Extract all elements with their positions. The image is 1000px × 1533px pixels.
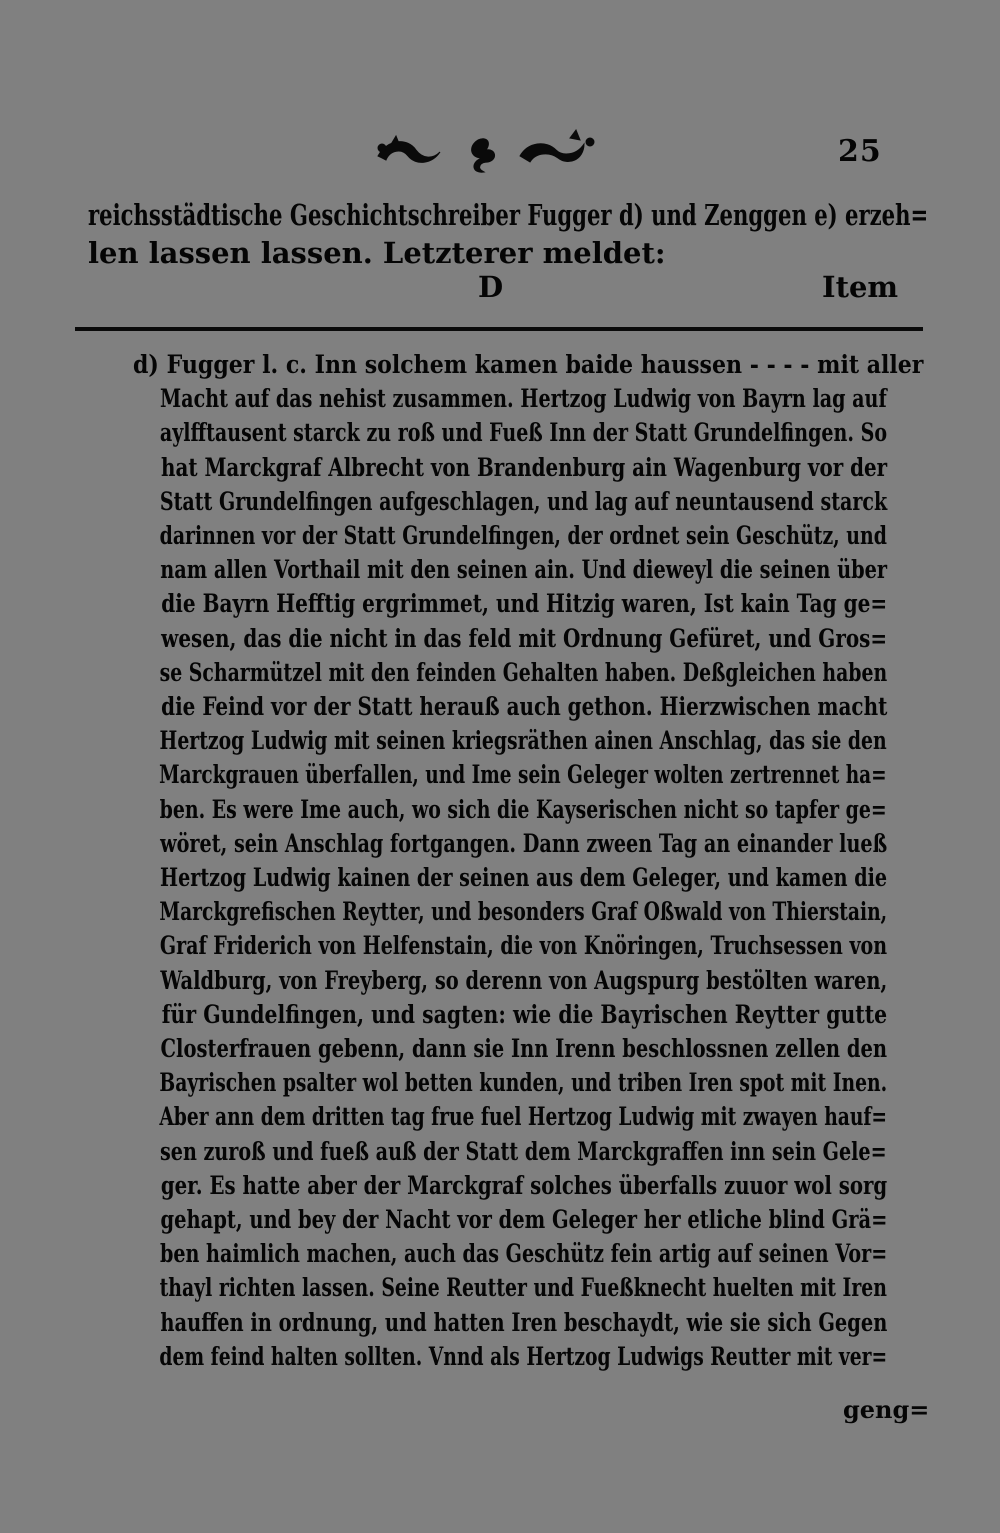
footnote-line: Closterfrauen gebenn, dann sie Inn Irenn beschlossnen zellen den [160,1034,888,1065]
footnote-line: dem feind halten sollten. Vnnd als Hertzog Ludwigs Reutter mit ver= [159,1341,888,1372]
footnote-line: Marckgrauen überfallen, und Ime sein Geleger wolten zertrennet ha= [159,760,887,791]
signature-mark: D [478,270,504,304]
footnote-line: Waldburg, von Freyberg, so derenn von Augspurg bestölten waren, [160,965,888,996]
footnote-line: aylfftausent starck zu roß und Fueß Inn der Statt Grundelfingen. So [159,418,888,449]
footnote-line: gehapt, und bey der Nacht vor dem Geleger her etliche blind Grä= [160,1205,888,1236]
footnote-line: ben haimlich machen, auch das Geschütz fein artig auf seinen Vor= [159,1239,888,1270]
catchword: Item [822,270,899,304]
footnote-line: Statt Grundelfingen aufgeschlagen, und lag auf neuntausend starck [159,486,888,517]
printers-ornament-icon [370,128,600,178]
footnote-line-first [133,348,924,382]
page-header [0,128,1000,188]
footnote-line: se Scharmützel mit den feinden Gehalten haben. Deßgleichen haben [159,657,888,688]
footnote-line: Graf Friderich von Helfenstain, die von Knöringen, Truchsessen von [159,931,888,962]
footnote-line: nam allen Vorthail mit den seinen ain. Und dieweyl die seinen über [160,555,888,586]
footnote-marker: d) [133,350,159,380]
footnote-line: hauffen in ordnung, und hatten Iren beschaydt, wie sie sich Gegen [160,1307,888,1338]
footnote-line: thayl richten lassen. Seine Reutter und Fueßknecht huelten mit Iren [159,1273,887,1304]
footnote-d [133,348,933,1374]
footnote-line: ger. Es hatte aber der Marckgraf solches überfalls zuuor wol sorg [160,1170,888,1201]
footnote-line: die Feind vor der Statt herauß auch gethon. Hierzwischen macht [161,692,888,723]
footnote-line: Hertzog Ludwig kainen der seinen aus dem Geleger, und kamen die [160,863,888,894]
footnote-line: Marckgrefischen Reytter, und besonders Graf Oßwald von Thierstain, [159,897,888,928]
footnote-line: wöret, sein Anschlag fortgangen. Dann zween Tag an einander lueß [160,828,888,859]
footnote-line: Macht auf das nehist zusammen. Hertzog Ludwig von Bayrn lag auf [160,384,887,415]
footnote-line: wesen, das die nicht in das feld mit Ordnung Gefüret, und Gros= [161,623,888,654]
bottom-catchword: geng= [843,1395,930,1424]
footnote-line: ben. Es were Ime auch, wo sich die Kayserischen nicht so tapfer ge= [159,794,887,825]
footnote-line: für Gundelfingen, und sagten: wie die Bayrischen Reytter gutte [161,999,888,1030]
main-text-line: len lassen lassen. Letzterer meldet: [88,236,666,270]
footnote-line: Aber ann dem dritten tag frue fuel Hertzog Ludwig mit zwayen hauf= [159,1102,888,1133]
footnote-line: darinnen vor der Statt Grundelfingen, der ordnet sein Geschütz, und [159,521,887,552]
footnote-line: sen zuroß und fueß auß der Statt dem Marckgraffen inn sein Gele= [160,1136,887,1167]
footnote-line: Hertzog Ludwig mit seinen kriegsräthen ainen Anschlag, das sie den [159,726,887,757]
footnote-line: hat Marckgraf Albrecht von Brandenburg ain Wagenburg vor der [161,452,888,483]
footnote-line: Fugger l. c. Inn solchem kamen baide haussen - - - - mit aller [166,350,924,380]
footnote-line: Bayrischen psalter wol betten kunden, und triben Iren spot mit Inen. [159,1068,888,1099]
main-text-line: reichsstädtische Geschichtschreiber Fugger d) und Zenggen e) erzeh= [88,198,929,232]
page-number: 25 [838,134,882,169]
footnote-line: die Bayrn Hefftig ergrimmet, und Hitzig waren, Ist kain Tag ge= [161,589,888,620]
catchline [0,270,1000,310]
footnote-divider [75,327,923,331]
main-text-block [88,196,928,272]
